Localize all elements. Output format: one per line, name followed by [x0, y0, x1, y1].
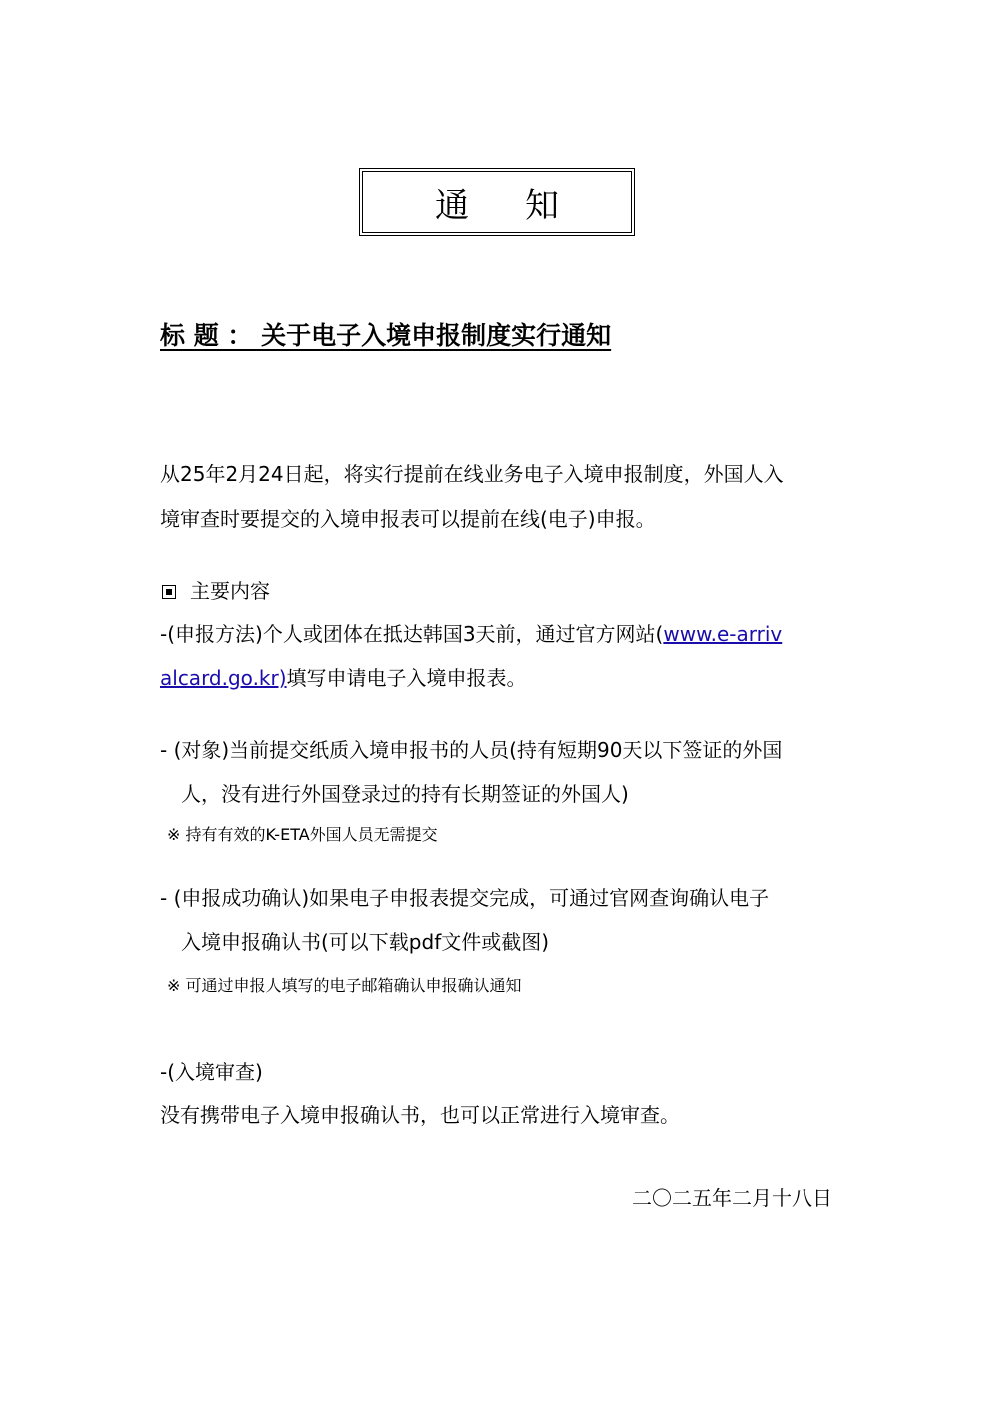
section-heading-text: 主要内容: [190, 579, 270, 603]
notice-char-1: 通: [435, 185, 469, 226]
notice-char-2: 知: [525, 185, 559, 226]
intro-line-1: 从25年2月24日起，将实行提前在线业务电子入境申报制度，外国人入: [160, 462, 784, 486]
notice-heading: [362, 171, 632, 233]
square-bullet-icon: [162, 585, 176, 599]
target-note: ※ 持有有效的K-ETA外国人员无需提交: [167, 825, 438, 844]
target-line-1: - (对象)当前提交纸质入境申报书的人员(持有短期90天以下签证的外国: [160, 738, 783, 762]
website-link-part-1[interactable]: www.e-arriv: [663, 622, 783, 646]
confirm-note: ※ 可通过申报人填写的电子邮箱确认申报确认通知: [167, 976, 522, 995]
website-link-part-2[interactable]: alcard.go.kr): [160, 666, 287, 690]
inspection-text: 没有携带电子入境申报确认书，也可以正常进行入境审查。: [160, 1103, 680, 1127]
method-line-1: [160, 618, 782, 647]
method-prefix: -(申报方法)个人或团体在抵达韩国3天前，通过官方网站(: [160, 622, 664, 646]
inspection-heading: -(入境审查): [160, 1060, 263, 1084]
notice-heading-box: [359, 168, 635, 236]
confirm-line-2: 入境申报确认书(可以下载pdf文件或截图): [181, 930, 550, 954]
method-line-2: [160, 662, 527, 691]
document-date: 二〇二五年二月十八日: [632, 1186, 832, 1210]
intro-line-2: 境审查时要提交的入境申报表可以提前在线(电子)申报。: [160, 507, 656, 531]
section-heading: [162, 575, 270, 604]
method-suffix: 填写申请电子入境申报表。: [286, 666, 527, 690]
confirm-line-1: - (申报成功确认)如果电子申报表提交完成，可通过官网查询确认电子: [160, 886, 770, 910]
document-title: 标 题 ： 关于电子入境申报制度实行通知: [160, 321, 612, 350]
target-line-2: 人，没有进行外国登录过的持有长期签证的外国人): [181, 782, 629, 806]
